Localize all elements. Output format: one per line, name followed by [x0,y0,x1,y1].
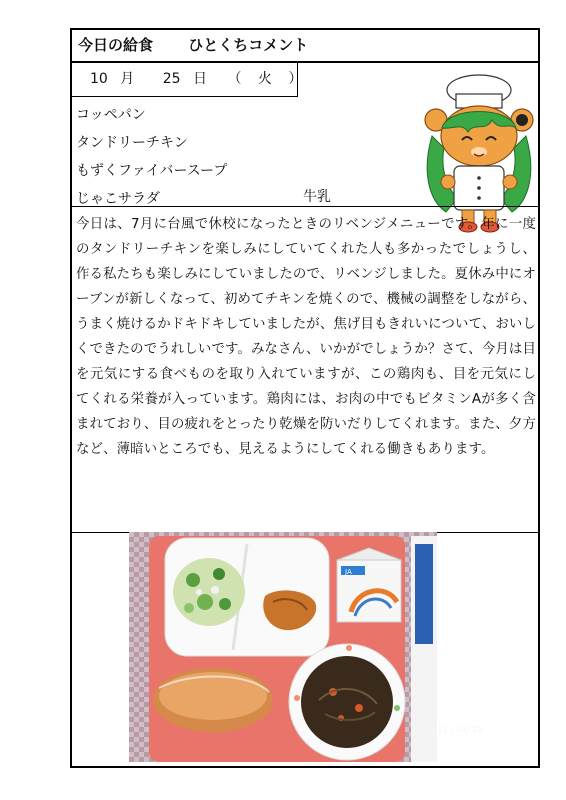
date-cell [72,63,309,97]
page-subtitle: ひとくちコメント [188,36,309,54]
date-weekday: （ 火 ） [227,71,309,87]
carton-brand: JA [345,568,352,576]
lunch-tray-image [129,532,437,762]
menu-drink: 牛乳 [303,189,331,205]
menu-item: コッペパン [76,107,146,123]
lunch-photo [129,532,484,762]
photo-timestamp: 2022/10/25 [426,725,484,735]
lunch-comment-sheet [70,28,540,768]
menu-item: タンドリーチキン [76,135,188,151]
title-row [72,30,538,63]
comment-body [76,212,536,462]
comment-text: 今日は、7月に台風で休校になったときのリベンジメニューです。年に一度のタンドリーチキンを楽しみにしていてくれた人も多かったでしょうし、作る私たちも楽しみにしていましたので、リベンジしました。夏休み中にオーブンが新しくなって、初めてチキンを焼くので、機械の調整をしながら、うまく焼けるかドキドキしていましたが、焦げ目もきれいについて、おいしくできたのでうれしいです。みなさん、いかがでしょうか？さて、今月は目を元気にする食べものを取り入れていますが、この鶏肉も、目を元気にしてくれる栄養が入っています。鶏肉には、お肉の中でもビタミンAが多く含まれており、目の疲れをとったり乾燥を防いだりしてくれます。また、夕方など、薄暗いところでも、見えるようにしてくれる働きもあります。 [76,217,536,457]
date-month-unit: 月 [120,71,135,87]
menu-divider [72,206,538,207]
date-day: 25 [162,71,181,87]
date-month: 10 [90,71,108,87]
page-title: 今日の給食 [78,36,154,54]
menu-item: じゃこサラダ [76,191,160,207]
menu-item: もずくファイバースープ [76,163,228,179]
date-day-unit: 日 [193,71,208,87]
